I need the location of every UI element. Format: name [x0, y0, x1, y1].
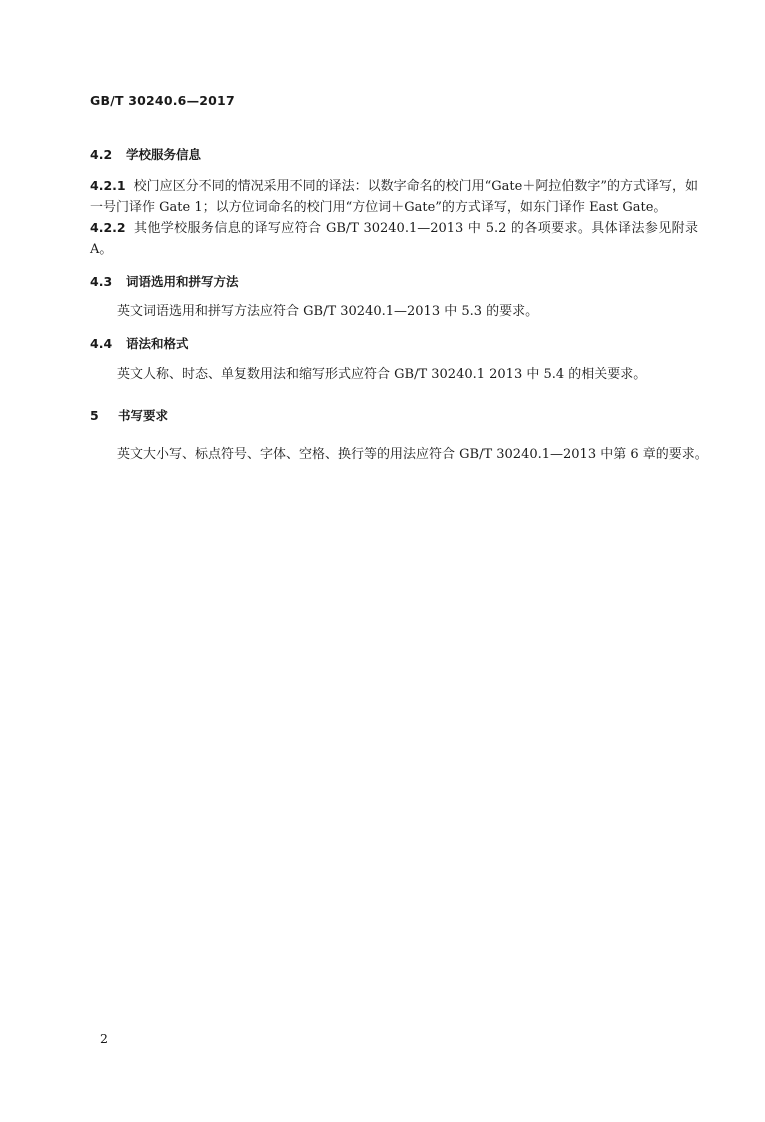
section-title: 学校服务信息 — [126, 147, 202, 162]
section-number: 4.2 — [90, 147, 113, 162]
clause-4-2-1 — [90, 175, 698, 218]
section-body-4-3: 英文词语选用和拼写方法应符合 GB/T 30240.1—2013 中 5.3 的要求。 — [117, 304, 539, 319]
section-body-5: 英文大小写、标点符号、字体、空格、换行等的用法应符合 GB/T 30240.1—2013 中第 6 章的要求。 — [117, 447, 708, 462]
section-heading-4-3 — [90, 272, 239, 290]
clause-text: 其他学校服务信息的译写应符合 GB/T 30240.1—2013 中 5.2 的各项要求。具体译法参见附录 A。 — [90, 221, 698, 257]
section-title: 书写要求 — [118, 408, 169, 423]
clause-number: 4.2.2 — [90, 220, 126, 235]
clause-4-2-2 — [90, 217, 698, 260]
section-number: 4.4 — [90, 336, 113, 351]
standard-code-header: GB/T 30240.6—2017 — [90, 93, 235, 108]
page-number: 2 — [100, 1031, 108, 1046]
clause-number: 4.2.1 — [90, 178, 126, 193]
section-heading-5 — [90, 406, 168, 424]
clause-text: 校门应区分不同的情况采用不同的译法：以数字命名的校门用“Gate＋阿拉伯数字”的方式译写，如一号门译作 Gate 1；以方位词命名的校门用“方位词＋Gate”的方式译写，如东门译作 East Gate。 — [90, 179, 698, 215]
section-title: 词语选用和拼写方法 — [126, 274, 239, 289]
section-number: 4.3 — [90, 274, 113, 289]
section-heading-4-2 — [90, 145, 201, 163]
section-title: 语法和格式 — [126, 336, 189, 351]
section-heading-4-4 — [90, 334, 189, 352]
section-body-4-4: 英文人称、时态、单复数用法和缩写形式应符合 GB/T 30240.1 2013 中 5.4 的相关要求。 — [117, 367, 647, 382]
section-number: 5 — [90, 408, 99, 423]
